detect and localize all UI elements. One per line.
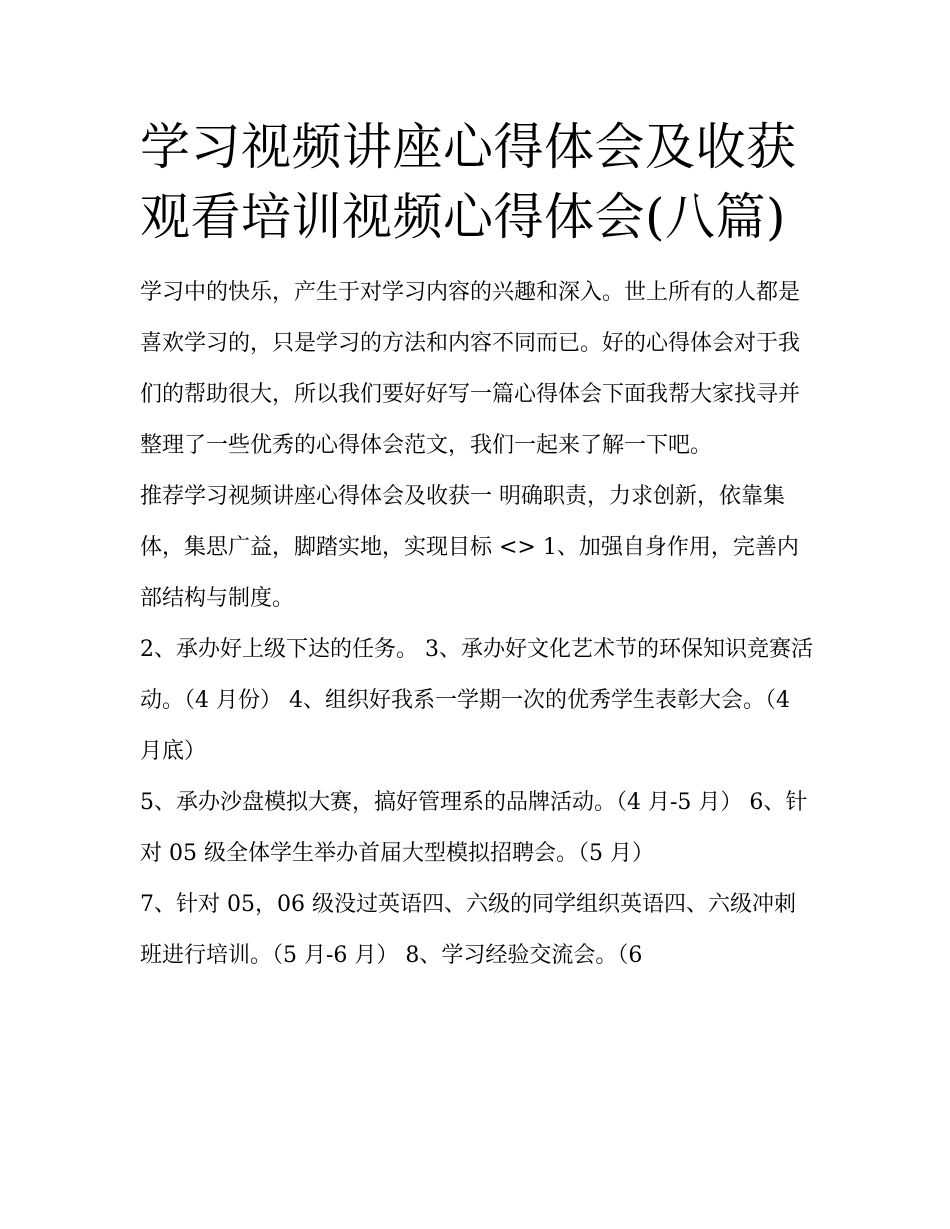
document-title [140,112,816,252]
document-page [140,112,816,981]
body-paragraph-2: 2、承办好上级下达的任务。 3、承办好文化艺术节的环保知识竞赛活动。（4 月份） 4、组织好我系一学期一次的优秀学生表彰大会。（4 月底） [140,637,813,764]
body-paragraph-1: 推荐学习视频讲座心得体会及收获一 明确职责，力求创新，依靠集体，集思广益，脚踏实地，实现目标 <> 1、加强自身作用，完善内部结构与制度。 [140,484,799,611]
title-line-2: 观看培训视频心得体会(八篇) [140,188,787,246]
title-line-1: 学习视频讲座心得体会及收获 [140,118,797,176]
body-paragraph-3: 5、承办沙盘模拟大赛，搞好管理系的品牌活动。（4 月-5 月） 6、针对 05 级全体学生举办首届大型模拟招聘会。（5 月） [140,790,808,866]
intro-paragraph: 学习中的快乐，产生于对学习内容的兴趣和深入。世上所有的人都是喜欢学习的，只是学习的方法和内容不同而已。好的心得体会对于我们的帮助很大，所以我们要好好写一篇心得体会下面我帮大家找寻并整理了一些优秀的心得体会范文，我们一起来了解一下吧。 [140,280,801,458]
body-paragraph-4: 7、针对 05，06 级没过英语四、六级的同学组织英语四、六级冲刺班进行培训。（5 月-6 月） 8、学习经验交流会。（6 [140,892,796,968]
